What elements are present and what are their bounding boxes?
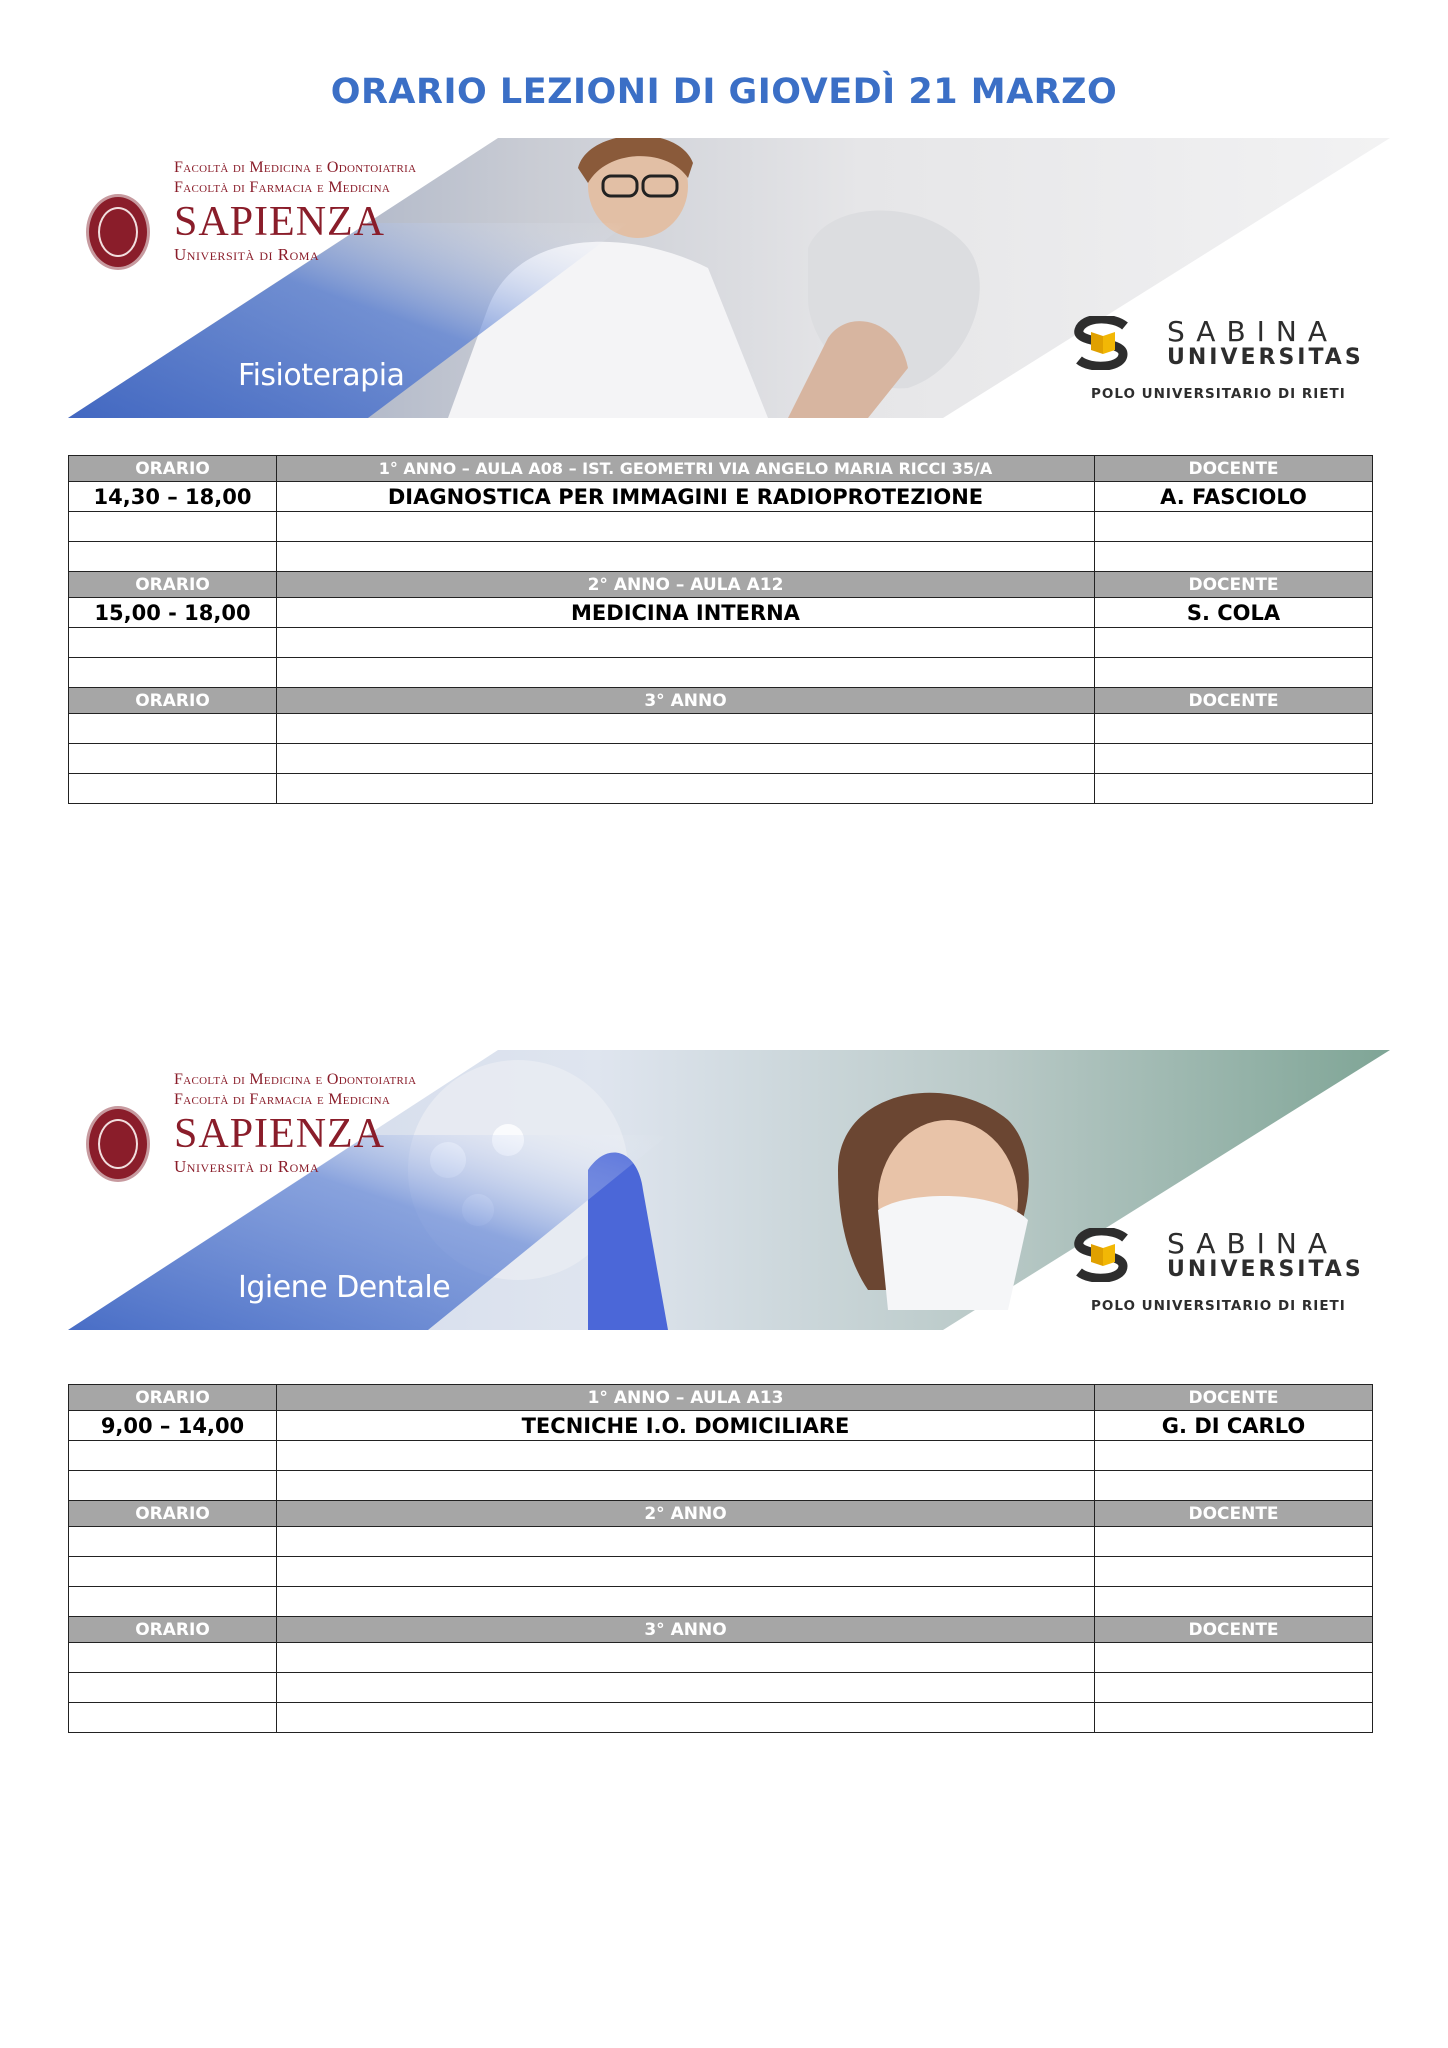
schedule-table-fisioterapia — [68, 455, 1373, 804]
cell-orario — [69, 1471, 277, 1501]
table-row — [69, 1411, 1373, 1441]
sabina-name: SABINA — [1167, 1227, 1339, 1260]
faculty-line-2: Facoltà di Farmacia e Medicina — [174, 1091, 391, 1108]
cell-docente — [1095, 1441, 1373, 1471]
face-mask — [878, 1196, 1028, 1310]
cell-orario — [69, 714, 277, 744]
table-header-row — [69, 1385, 1373, 1411]
table-header-row — [69, 572, 1373, 598]
cell-orario — [69, 1557, 277, 1587]
header-anno: 2° ANNO – AULA A12 — [277, 572, 1095, 598]
cell-lesson — [277, 1643, 1095, 1673]
header-orario: ORARIO — [69, 572, 277, 598]
table-row — [69, 1441, 1373, 1471]
cell-lesson — [277, 658, 1095, 688]
cell-docente: G. DI CARLO — [1095, 1411, 1373, 1441]
sapienza-seal-icon — [86, 194, 150, 270]
table-row — [69, 774, 1373, 804]
university-name: SAPIENZA — [174, 199, 386, 245]
header-orario: ORARIO — [69, 688, 277, 714]
table-row — [69, 1643, 1373, 1673]
cell-orario — [69, 1643, 277, 1673]
cell-orario — [69, 1703, 277, 1733]
course-name: Fisioterapia — [238, 358, 405, 393]
cell-docente: A. FASCIOLO — [1095, 482, 1373, 512]
cell-orario — [69, 744, 277, 774]
header-anno: 3° ANNO — [277, 688, 1095, 714]
cell-docente: S. COLA — [1095, 598, 1373, 628]
cell-lesson — [277, 628, 1095, 658]
table-row — [69, 1471, 1373, 1501]
cell-lesson: TECNICHE I.O. DOMICILIARE — [277, 1411, 1095, 1441]
cell-docente — [1095, 628, 1373, 658]
university-name: SAPIENZA — [174, 1111, 386, 1157]
header-docente: DOCENTE — [1095, 688, 1373, 714]
sabina-s-icon — [1073, 316, 1131, 370]
cell-orario — [69, 512, 277, 542]
cell-orario — [69, 542, 277, 572]
banner-igiene-dentale — [68, 1050, 1390, 1330]
cell-docente — [1095, 1673, 1373, 1703]
cell-orario — [69, 658, 277, 688]
cell-docente — [1095, 714, 1373, 744]
faculty-line-1: Facoltà di Medicina e Odontoiatria — [174, 159, 417, 176]
cell-orario: 9,00 – 14,00 — [69, 1411, 277, 1441]
cell-orario — [69, 1673, 277, 1703]
table-row — [69, 1587, 1373, 1617]
header-orario: ORARIO — [69, 1501, 277, 1527]
cell-orario — [69, 1587, 277, 1617]
cell-lesson — [277, 1441, 1095, 1471]
university-subtitle: Università di Roma — [174, 1157, 320, 1176]
table-row — [69, 598, 1373, 628]
faculty-line-1: Facoltà di Medicina e Odontoiatria — [174, 1071, 417, 1088]
cell-lesson: MEDICINA INTERNA — [277, 598, 1095, 628]
header-docente: DOCENTE — [1095, 456, 1373, 482]
cell-lesson — [277, 1703, 1095, 1733]
cell-orario: 15,00 - 18,00 — [69, 598, 277, 628]
table-row — [69, 1703, 1373, 1733]
table-row — [69, 1673, 1373, 1703]
table-header-row — [69, 456, 1373, 482]
sabina-sub: UNIVERSITAS — [1167, 1257, 1364, 1282]
cell-orario — [69, 774, 277, 804]
table-row — [69, 628, 1373, 658]
cell-lesson: DIAGNOSTICA PER IMMAGINI E RADIOPROTEZIONE — [277, 482, 1095, 512]
banner-fisioterapia — [68, 138, 1390, 418]
sabina-logo — [1073, 1228, 1373, 1318]
table-row — [69, 714, 1373, 744]
cell-docente — [1095, 1703, 1373, 1733]
cell-docente — [1095, 1557, 1373, 1587]
sabina-name: SABINA — [1167, 315, 1339, 348]
cell-docente — [1095, 774, 1373, 804]
table-row — [69, 1527, 1373, 1557]
course-name: Igiene Dentale — [238, 1270, 451, 1305]
header-docente: DOCENTE — [1095, 1385, 1373, 1411]
cell-docente — [1095, 542, 1373, 572]
header-orario: ORARIO — [69, 1617, 277, 1643]
sabina-s-icon — [1073, 1228, 1131, 1282]
cell-docente — [1095, 658, 1373, 688]
cell-lesson — [277, 542, 1095, 572]
table-header-row — [69, 1501, 1373, 1527]
table-row — [69, 658, 1373, 688]
cell-lesson — [277, 512, 1095, 542]
cell-docente — [1095, 1471, 1373, 1501]
cell-docente — [1095, 1587, 1373, 1617]
header-anno: 1° ANNO – AULA A08 – IST. GEOMETRI VIA ANGELO MARIA RICCI 35/A — [277, 456, 1095, 482]
sabina-sub: UNIVERSITAS — [1167, 345, 1364, 370]
cell-lesson — [277, 744, 1095, 774]
table-row — [69, 512, 1373, 542]
header-orario: ORARIO — [69, 456, 277, 482]
table-header-row — [69, 688, 1373, 714]
table-row — [69, 482, 1373, 512]
cell-lesson — [277, 1557, 1095, 1587]
table-row — [69, 542, 1373, 572]
faculty-lines — [174, 158, 416, 198]
cell-orario — [69, 628, 277, 658]
cell-docente — [1095, 512, 1373, 542]
cell-lesson — [277, 774, 1095, 804]
cell-docente — [1095, 1643, 1373, 1673]
faculty-lines — [174, 1070, 416, 1110]
cell-lesson — [277, 1673, 1095, 1703]
header-anno: 2° ANNO — [277, 1501, 1095, 1527]
cell-orario: 14,30 – 18,00 — [69, 482, 277, 512]
cell-orario — [69, 1441, 277, 1471]
sabina-tagline: POLO UNIVERSITARIO DI RIETI — [1091, 386, 1346, 402]
table-header-row — [69, 1617, 1373, 1643]
sapienza-seal-icon — [86, 1106, 150, 1182]
university-subtitle: Università di Roma — [174, 245, 320, 264]
cell-docente — [1095, 1527, 1373, 1557]
table-row — [69, 1557, 1373, 1587]
header-docente: DOCENTE — [1095, 1501, 1373, 1527]
faculty-line-2: Facoltà di Farmacia e Medicina — [174, 179, 391, 196]
header-orario: ORARIO — [69, 1385, 277, 1411]
schedule-table-igiene-dentale — [68, 1384, 1373, 1733]
sabina-tagline: POLO UNIVERSITARIO DI RIETI — [1091, 1298, 1346, 1314]
header-docente: DOCENTE — [1095, 1617, 1373, 1643]
sabina-logo — [1073, 316, 1373, 406]
header-docente: DOCENTE — [1095, 572, 1373, 598]
cell-lesson — [277, 714, 1095, 744]
page-title: ORARIO LEZIONI DI GIOVEDÌ 21 MARZO — [330, 72, 1118, 112]
cell-docente — [1095, 744, 1373, 774]
cell-lesson — [277, 1527, 1095, 1557]
table-row — [69, 744, 1373, 774]
cell-lesson — [277, 1587, 1095, 1617]
header-anno: 3° ANNO — [277, 1617, 1095, 1643]
cell-orario — [69, 1527, 277, 1557]
header-anno: 1° ANNO – AULA A13 — [277, 1385, 1095, 1411]
cell-lesson — [277, 1471, 1095, 1501]
